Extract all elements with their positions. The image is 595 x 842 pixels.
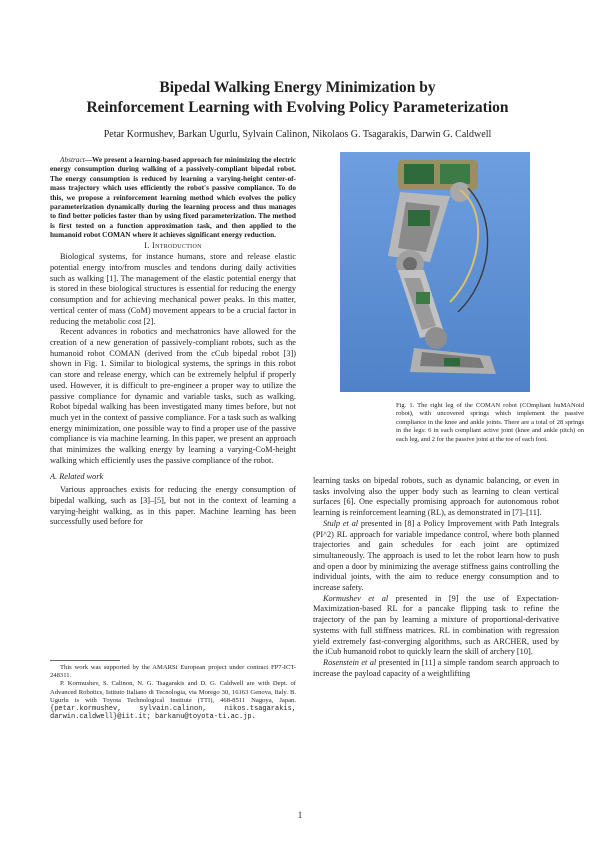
right-column (313, 476, 559, 679)
author-list: Petar Kormushev, Barkan Ugurlu, Sylvain Calinon, Nikolaos G. Tsagarakis, Darwin G. Caldwell (103, 129, 492, 140)
left-column (50, 155, 296, 528)
right-paragraph-3-text: presented in [9] the use of Expectation-Maximization-based RL for a pancake flipping task to refine the trajectory of the pan by learning a mixture of proportional-derivative systems with full stiffness matrices. RL in combination with regression yield extremely fast-converging algorithms, such as ARCHER, used by the iCub humanoid robot to quickly learn the skill of archery [10]. (313, 593, 559, 657)
right-paragraph-2 (313, 519, 559, 594)
citation-kormushev: Kormushev et al (323, 593, 389, 603)
title-line-2: Reinforcement Learning with Evolving Policy Parameterization (86, 99, 509, 116)
citation-rosenstein: Rosenstein et al (323, 657, 377, 667)
right-paragraph-4-text: presented in [11] a simple random search approach to increase the payload capacity of a weightlifting (313, 657, 559, 678)
related-work-paragraph-1: Various approaches exists for reducing the energy consumption of bipedal walking, such as [3]–[5], but not in the context of learning a varying-height walking, as in this paper. Machine learning has been successfully used before for (50, 485, 296, 527)
intro-paragraph-2: Recent advances in robotics and mechatronics have allowed for the creation of a new generation of passively-compliant robots, such as the humanoid robot COMAN (derived from the cCub bipedal robot [3]) shown in Fig. 1. Similar to biological systems, the springs in this robot can store and release energy, which can be extremely helpful if properly used. However, it is difficult to pre-engineer a proper way to utilize the passive compliance for dynamic and variable tasks, such as walking. Robot bipedal walking has been investigated many times before, but not much yet in the context of passive compliance. For a task such as walking energy minimization, one possible way to find a proper use of the passive compliance is via machine learning. In this paper, we present an approach that minimizes the walking energy by learning a varying-CoM-height walking which efficiently uses the passive compliance of the robot. (50, 327, 296, 465)
title-line-1: Bipedal Walking Energy Minimization by (159, 79, 436, 96)
intro-paragraph-1: Biological systems, for instance humans, store and release elastic potential energy into/from muscles and tendons during daily activities such as walking [1]. The management of the elastic potential energy that is stored in these biological structures is essential for reducing the energy consumption and for achieving mechanical power peaks. In this matter, vertical center of mass (CoM) movement appears to be a crucial factor in reducing the metabolic cost [2]. (50, 252, 296, 326)
citation-stulp: Stulp et al (323, 518, 359, 528)
right-paragraph-4 (313, 658, 559, 679)
right-paragraph-3 (313, 594, 559, 658)
footnote-funding: This work was supported by the AMARSi European project under contract FP7-ICT-248311. (50, 664, 296, 680)
footnote-affiliations-text: P. Kormushev, S. Calinon, N. G. Tsagarakis and D. G. Caldwell are with Dept. of Advanced Robotics, Istituto Italiano di Tecnologia, via Morego 30, 16163 Genova, Italy. B. Ugurlu is with Toyota Technological Institute (TTI), 468-8511 Nagoya, Japan. (50, 680, 296, 704)
footnote-divider (50, 660, 120, 661)
abstract-text: —We present a learning-based approach for minimizing the electric energy consumption during walking of a passively-compliant bipedal robot. The energy consumption is reduced by learning a varying-height center-of-mass trajectory which uses efficiently the robot's passive compliance. To do this, we propose a reinforcement learning method which evolves the policy parameterization dynamically during the learning process and thus manages to find better policies faster than by using fixed parameterization. The method is first tested on a function approximation task, and then applied to the humanoid robot COMAN where it achieves significant energy reduction. (50, 155, 296, 240)
abstract (50, 155, 296, 240)
footnotes (50, 664, 296, 721)
right-paragraph-2-text: presented in [8] a Policy Improvement with Path Integrals (PI^2) RL approach for variable impedance control, where both planned trajectories and gain schedules for each joint are optimized simultaneously. The approach is used to let the robot learn how to push and open a door by minimizing the average stiffness gains controlling the individual joints, with the aim to reduce energy consumption and to increase safety. (313, 518, 559, 593)
page-number: 1 (297, 810, 303, 820)
right-paragraph-1: learning tasks on bipedal robots, such as dynamic balancing, or even in tasks involving also the upper body such as learning to clean vertical surfaces [6]. One especially promising approach for autonomous robot learning is reinforcement learning (RL), as demonstrated in [7]–[11]. (313, 476, 559, 518)
figure-1-robot-leg-photo (340, 152, 530, 392)
abstract-label: Abstract (60, 155, 85, 164)
figure-1-caption: Fig. 1. The right leg of the COMAN robot (COmpliant huMANoid robot), with uncovered springs which implement the passive compliance in the knee and ankle joints. There are a total of 28 springs in the legs: 6 in each compliant active joint (knee and ankle pitch) on each leg, and 2 for the passive joint at the toe of each foot. (396, 402, 584, 443)
subsection-heading-related-work: A. Related work (50, 472, 104, 482)
footnote-affiliations (50, 680, 296, 721)
paper-title (40, 78, 555, 118)
footnote-emails: {petar.kormushev, sylvain.calinon, nikos.tsagarakis, darwin.caldwell}@iit.it; barkanu@toyota-ti.ac.jp. (50, 705, 296, 722)
robot-leg-photo-icon (340, 152, 530, 392)
section-heading-introduction: I. Introduction (144, 240, 202, 250)
